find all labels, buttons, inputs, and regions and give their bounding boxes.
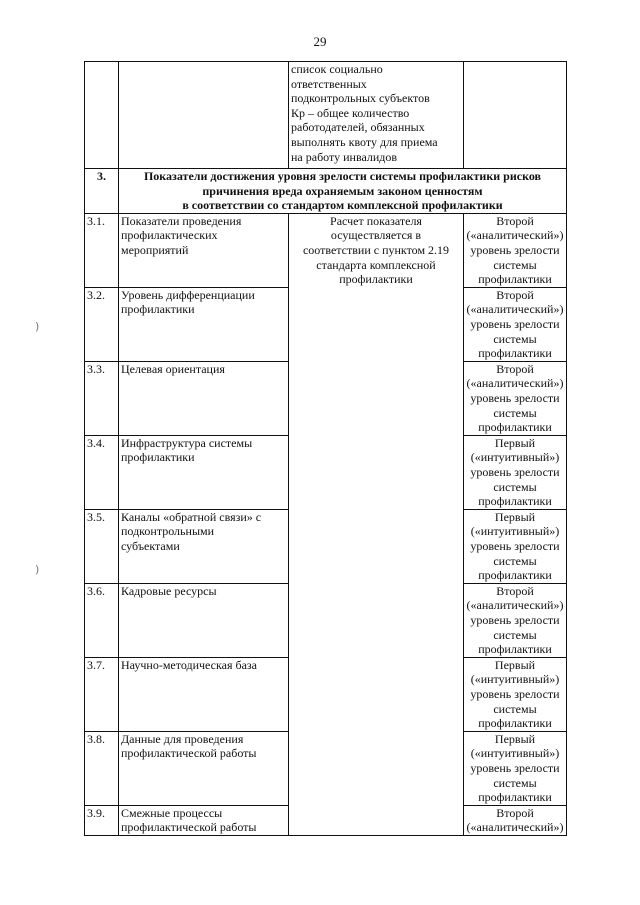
indicator-name (119, 213, 289, 287)
level-line: системы (493, 627, 537, 642)
level-line: Первый (494, 731, 536, 746)
level-line: («интуитивный») (470, 746, 560, 761)
indicator-name (119, 509, 289, 583)
name-line: Показатели проведения (121, 213, 242, 228)
level-line: уровень зрелости (470, 242, 560, 257)
level-line: Первый (494, 657, 536, 672)
maturity-level (464, 657, 567, 731)
maturity-level (464, 805, 567, 835)
continuation-level-cell (464, 62, 567, 169)
level-line: уровень зрелости (470, 760, 560, 775)
level-line: Второй (496, 361, 534, 376)
level-line: профилактики (478, 420, 552, 435)
name-line: профилактической работы (121, 746, 257, 761)
name-line: профилактики (121, 302, 195, 317)
section-header-row (85, 169, 567, 214)
level-line: системы (493, 775, 537, 790)
level-line: («аналитический») (466, 228, 564, 243)
name-line: Смежные процессы (121, 805, 223, 820)
name-line: Инфраструктура системы (121, 435, 253, 450)
level-line: Второй (496, 805, 534, 820)
indicator-name (119, 287, 289, 361)
calculation-method (289, 213, 464, 835)
name-line: подконтрольными (121, 524, 215, 539)
name-line: выполнять квоту для приема (291, 134, 438, 149)
name-line: Целевая ориентация (121, 361, 225, 376)
name-line: профилактики (121, 450, 195, 465)
name-line: список социально (291, 62, 383, 76)
name-line: подконтрольных субъектов (291, 91, 430, 106)
level-line: уровень зрелости (470, 464, 560, 479)
margin-mark: ) (35, 563, 40, 576)
row-number: 3.4. (85, 435, 119, 509)
name-line: профилактических (121, 228, 218, 243)
calc-line: осуществляется в (330, 228, 422, 243)
name-line: Показатели достижения уровня зрелости системы профилактики рисков (143, 169, 542, 183)
name-line: Каналы «обратной связи» с (121, 509, 262, 524)
name-line: Уровень дифференциации (121, 287, 255, 302)
level-line: Первый (494, 435, 536, 450)
level-line: Второй (496, 583, 534, 598)
level-line: уровень зрелости (470, 316, 560, 331)
margin-mark: ) (35, 320, 40, 333)
level-line: профилактики (478, 568, 552, 583)
row-number: 3.6. (85, 583, 119, 657)
name-line: в соответствии со стандартом комплексной профилактики (182, 198, 503, 213)
name-line: Данные для проведения (121, 731, 244, 746)
level-line: («аналитический») (466, 302, 564, 317)
row-number: 3.7. (85, 657, 119, 731)
calc-line: профилактики (339, 272, 413, 287)
indicator-name (119, 583, 289, 657)
continuation-name-cell (119, 62, 289, 169)
row-number: 3.1. (85, 213, 119, 287)
name-line: на работу инвалидов (291, 149, 398, 164)
row-number: 3.5. (85, 509, 119, 583)
name-line: Кадровые ресурсы (121, 583, 217, 598)
indicator-name (119, 657, 289, 731)
level-line: профилактики (478, 346, 552, 361)
name-line: субъектами (121, 538, 180, 553)
page-number: 29 (313, 34, 327, 49)
indicator-name (119, 731, 289, 805)
section-title (119, 169, 567, 214)
calc-line: Расчет показателя (330, 213, 422, 228)
maturity-level (464, 213, 567, 287)
name-line: работодателей, обязанных (291, 120, 425, 135)
level-line: профилактики (478, 716, 552, 731)
continuation-num-cell (85, 62, 119, 169)
level-line: уровень зрелости (470, 390, 560, 405)
level-line: системы (493, 479, 537, 494)
maturity-level (464, 731, 567, 805)
continuation-text-cell (289, 62, 464, 169)
level-line: профилактики (478, 790, 552, 805)
level-line: системы (493, 257, 537, 272)
level-line: («интуитивный») (470, 450, 560, 465)
level-line: («аналитический») (466, 598, 564, 613)
calc-line: соответствии с пунктом 2.19 (302, 242, 450, 257)
maturity-level (464, 509, 567, 583)
indicator-name (119, 805, 289, 835)
name-line: Кр – общее количество (291, 105, 410, 120)
level-line: («интуитивный») (470, 672, 560, 687)
name-line: причинения вреда охраняемым законом ценностям (202, 183, 483, 198)
level-line: системы (493, 701, 537, 716)
name-line: профилактической работы (121, 820, 257, 835)
maturity-level (464, 583, 567, 657)
row-number: 3.3. (85, 361, 119, 435)
section-number: 3. (85, 169, 119, 214)
name-line: ответственных (291, 76, 367, 91)
level-line: системы (493, 405, 537, 420)
calc-line: стандарта комплексной (316, 257, 436, 272)
row-number: 3.9. (85, 805, 119, 835)
name-line: мероприятий (121, 242, 189, 257)
level-line: уровень зрелости (470, 538, 560, 553)
continuation-row (85, 62, 567, 169)
level-line: Второй (496, 213, 534, 228)
table-row (85, 213, 567, 287)
level-line: профилактики (478, 494, 552, 509)
level-line: («аналитический») (466, 820, 564, 835)
row-number: 3.2. (85, 287, 119, 361)
level-line: профилактики (478, 272, 552, 287)
name-line: Научно-методическая база (121, 657, 258, 672)
indicators-table (84, 61, 567, 836)
level-line: Второй (496, 287, 534, 302)
indicator-name (119, 361, 289, 435)
level-line: Первый (494, 509, 536, 524)
maturity-level (464, 361, 567, 435)
level-line: («интуитивный») (470, 524, 560, 539)
level-line: системы (493, 331, 537, 346)
maturity-level (464, 435, 567, 509)
level-line: системы (493, 553, 537, 568)
indicator-name (119, 435, 289, 509)
level-line: профилактики (478, 642, 552, 657)
level-line: («аналитический») (466, 376, 564, 391)
level-line: уровень зрелости (470, 612, 560, 627)
row-number: 3.8. (85, 731, 119, 805)
level-line: уровень зрелости (470, 686, 560, 701)
maturity-level (464, 287, 567, 361)
